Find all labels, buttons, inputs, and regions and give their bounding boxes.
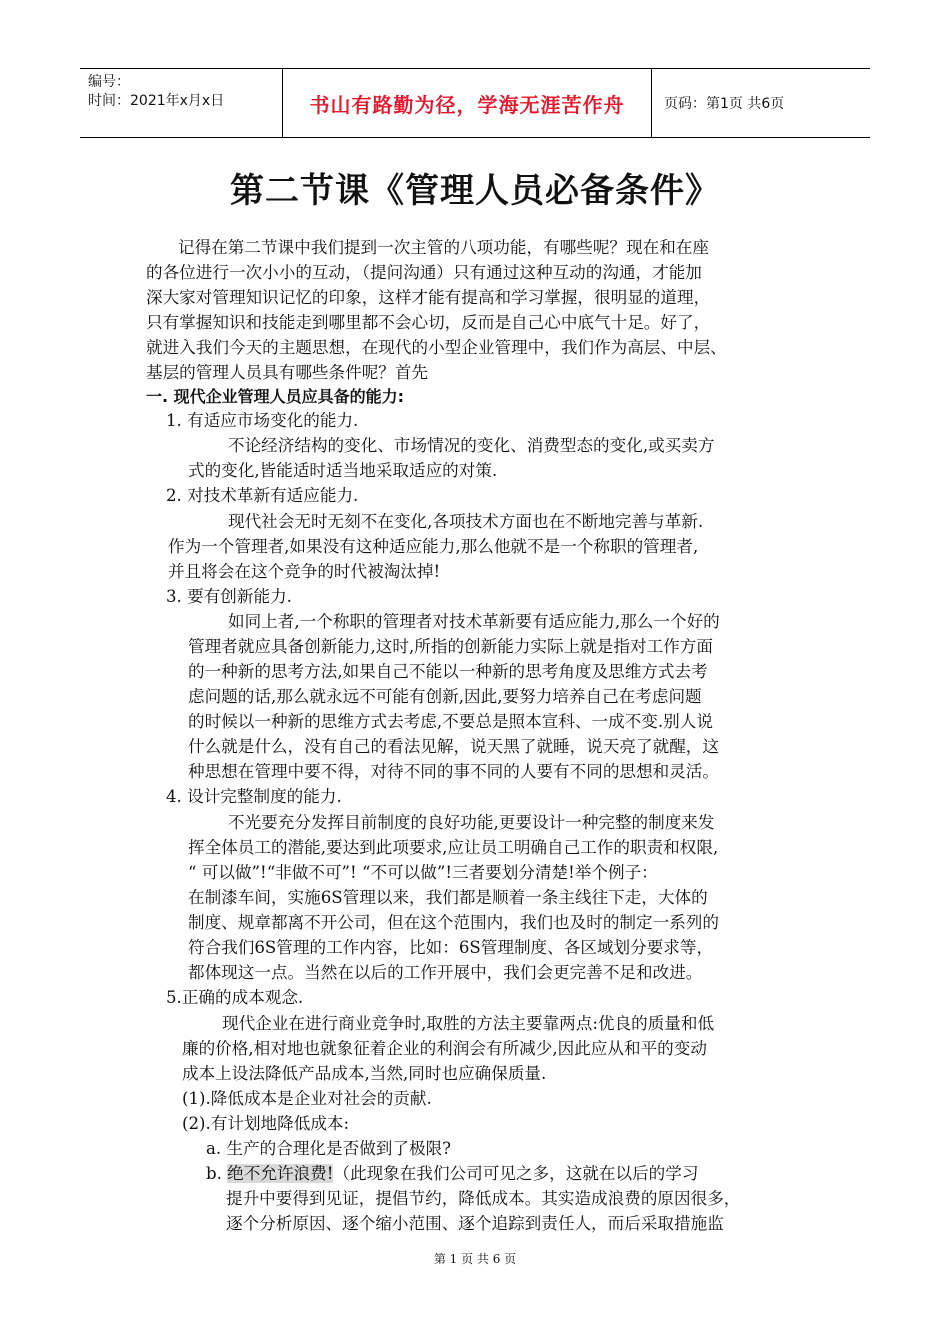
body-line: 不论经济结构的变化、市场情况的变化、消费型态的变化,或买卖方	[228, 436, 715, 455]
body-line: “ 可以做”!“非做不可”! “不可以做”!三者要划分清楚!举个例子：	[188, 863, 658, 882]
sub-item: (1).降低成本是企业对社会的贡献.	[182, 1089, 432, 1108]
body-line: 种思想在管理中要不得，对待不同的事不同的人要有不同的思想和灵活。	[188, 762, 719, 781]
body-line: 不光要充分发挥目前制度的良好功能,更要设计一种完整的制度来发	[228, 813, 715, 832]
body-line: 现代企业在进行商业竞争时,取胜的方法主要靠两点:优良的质量和低	[222, 1014, 715, 1033]
body-line: 深大家对管理知识记忆的印象，这样才能有提高和学习掌握，很明显的道理，	[146, 288, 711, 307]
highlighted-text: 绝不允许浪费!	[227, 1164, 334, 1183]
page-footer: 第 1 页 共 6 页	[433, 1252, 517, 1266]
body-line: 式的变化,皆能适时适当地采取适应的对策.	[188, 461, 498, 480]
sub-item: a. 生产的合理化是否做到了极限?	[206, 1139, 452, 1158]
body-line: 作为一个管理者,如果没有这种适应能力,那么他就不是一个称职的管理者,	[168, 537, 699, 556]
body-line: 廉的价格,相对地也就象征着企业的利润会有所减少,因此应从和平的变动	[182, 1039, 707, 1058]
body-line: 提升中要得到见证，提倡节约，降低成本。其实造成浪费的原因很多，	[226, 1189, 741, 1208]
document-title: 第二节课《管理人员必备条件》	[230, 171, 720, 211]
body-line: 只有掌握知识和技能走到哪里都不会心切，反而是自己心中底气十足。好了，	[146, 313, 711, 332]
body-line: 的各位进行一次小小的互动，（提问沟通）只有通过这种互动的沟通，才能加	[146, 263, 702, 282]
body-line: 都体现这一点。当然在以后的工作开展中，我们会更完善不足和改进。	[188, 963, 703, 982]
list-item-heading: 3. 要有创新能力.	[166, 587, 292, 606]
date-label: 时间：2021年x月x日	[88, 93, 225, 109]
header-page-label: 页码：第1页 共6页	[664, 96, 785, 112]
body-line: 什么就是什么，没有自己的看法见解，说天黑了就睡，说天亮了就醒，这	[188, 737, 719, 756]
list-item-heading: 4. 设计完整制度的能力.	[166, 787, 342, 806]
body-line: 挥全体员工的潜能,要达到此项要求,应让员工明确自己工作的职责和权限,	[188, 838, 719, 857]
sub-item-marker: b.	[206, 1164, 228, 1183]
body-line: 就进入我们今天的主题思想，在现代的小型企业管理中，我们作为高层、中层、	[146, 338, 727, 357]
body-line: 如同上者,一个称职的管理者对技术革新要有适应能力,那么一个好的	[228, 612, 720, 631]
body-line: 基层的管理人员具有哪些条件呢？首先	[146, 363, 429, 382]
sub-item	[206, 1162, 698, 1186]
body-line: 的时候以一种新的思维方式去考虑,不要总是照本宣科、一成不变.别人说	[188, 712, 713, 731]
body-line: 成本上设法降低产品成本,当然,同时也应确保质量.	[182, 1064, 547, 1083]
list-item-heading: 1. 有适应市场变化的能力.	[166, 411, 359, 430]
header-meta	[80, 69, 282, 137]
list-item-heading: 2. 对技术革新有适应能力.	[166, 486, 359, 505]
body-line: 记得在第二节课中我们提到一次主管的八项功能，有哪些呢？现在和在座	[178, 238, 709, 257]
section-heading: 一. 现代企业管理人员应具备的能力:	[146, 387, 405, 406]
body-line: 逐个分析原因、逐个缩小范围、逐个追踪到责任人，而后采取措施监	[226, 1214, 724, 1233]
header-motto: 书山有路勤为径，学海无涯苦作舟	[282, 69, 652, 137]
body-line: 管理者就应具备创新能力,这时,所指的创新能力实际上就是指对工作方面	[188, 637, 713, 656]
body-line: 虑问题的话,那么就永远不可能有创新,因此,要努力培养自己在考虑问题	[188, 687, 702, 706]
list-item-heading: 5.正确的成本观念.	[166, 988, 304, 1007]
body-line: 制度、规章都离不开公司，但在这个范围内，我们也及时的制定一系列的	[188, 913, 719, 932]
number-label: 编号：	[88, 74, 130, 90]
body-line: 并且将会在这个竞争的时代被淘汰掉!	[168, 562, 441, 581]
body-line: 在制漆车间，实施6S管理以来，我们都是顺着一条主线往下走，大体的	[188, 888, 708, 907]
sub-item-text: （此现象在我们公司可见之多，这就在以后的学习	[333, 1164, 699, 1183]
body-line: 现代社会无时无刻不在变化,各项技术方面也在不断地完善与革新.	[228, 512, 704, 531]
body-line: 的一种新的思考方法,如果自己不能以一种新的思考角度及思维方式去考	[188, 662, 708, 681]
page-header	[80, 68, 870, 138]
sub-item: (2).有计划地降低成本:	[182, 1114, 350, 1133]
body-line: 符合我们6S管理的工作内容，比如：6S管理制度、各区域划分要求等，	[188, 938, 714, 957]
